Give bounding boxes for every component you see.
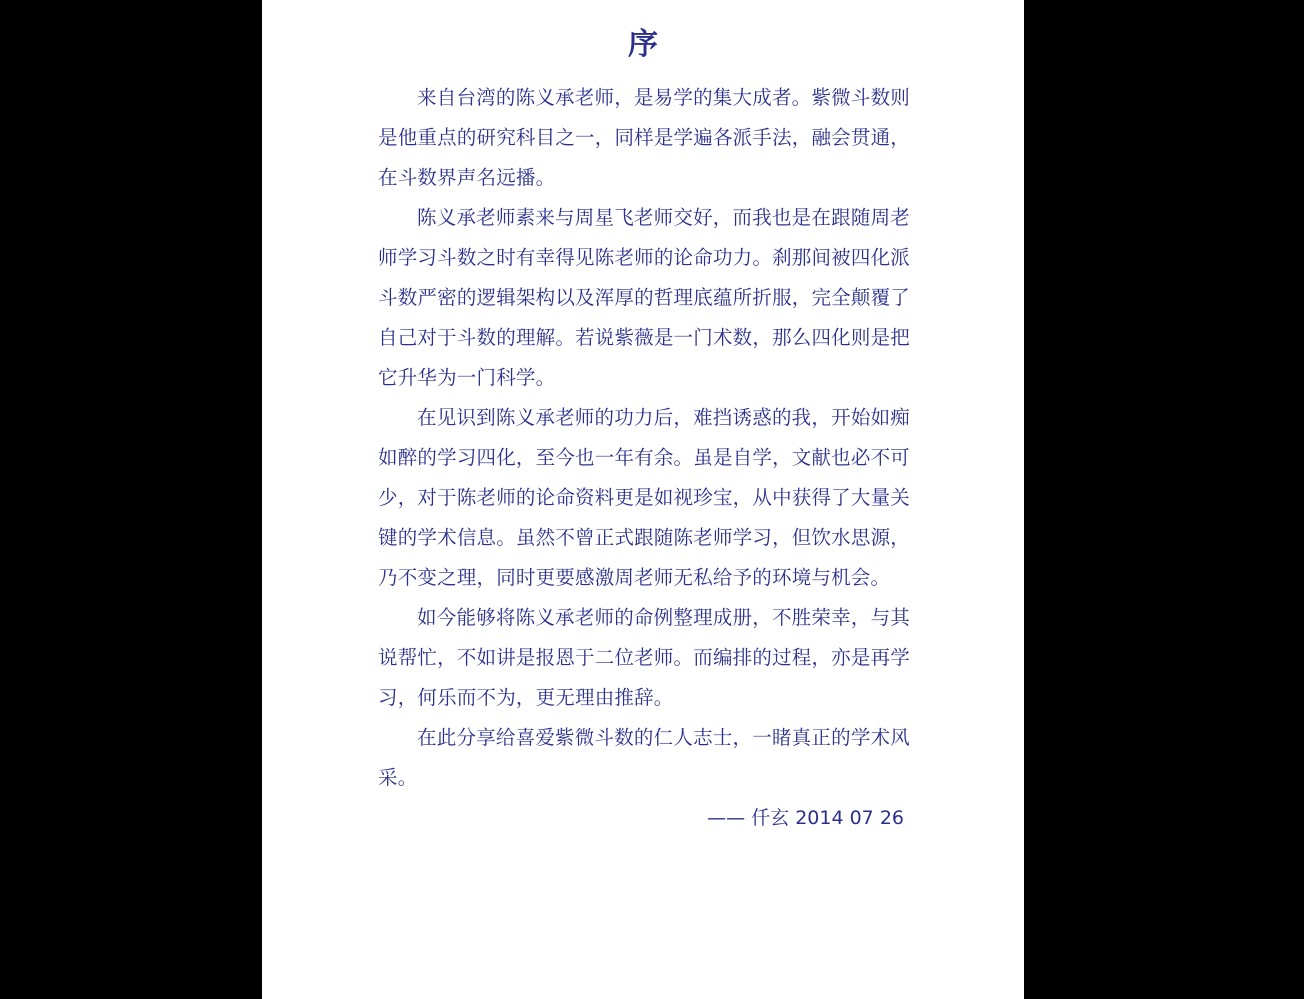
- paragraph-5: 在此分享给喜爱紫微斗数的仁人志士，一睹真正的学术风采。: [378, 726, 910, 789]
- paragraph-4: 如今能够将陈义承老师的命例整理成册，不胜荣幸，与其说帮忙，不如讲是报恩于二位老师。而编排的过程，亦是再学习，何乐而不为，更无理由推辞。: [378, 606, 910, 709]
- page-content: [378, 22, 910, 838]
- paragraph-3: 在见识到陈义承老师的功力后，难挡诱惑的我，开始如痴如醉的学习四化，至今也一年有余。虽是自学，文献也必不可少，对于陈老师的论命资料更是如视珍宝，从中获得了大量关键的学术信息。虽然不曾正式跟随陈老师学习，但饮水思源，乃不变之理，同时更要感激周老师无私给予的环境与机会。: [378, 406, 910, 589]
- page-title: 序: [628, 27, 660, 62]
- document-page: [262, 0, 1024, 999]
- paragraph-2: 陈义承老师素来与周星飞老师交好，而我也是在跟随周老师学习斗数之时有幸得见陈老师的论命功力。刹那间被四化派斗数严密的逻辑架构以及浑厚的哲理底蕴所折服，完全颠覆了自己对于斗数的理解。若说紫薇是一门术数，那么四化则是把它升华为一门科学。: [378, 206, 910, 389]
- signature-line: —— 仟玄 2014 07 26: [707, 807, 904, 829]
- paragraph-1: 来自台湾的陈义承老师，是易学的集大成者。紫微斗数则是他重点的研究科目之一，同样是学遍各派手法，融会贯通，在斗数界声名远播。: [378, 86, 910, 189]
